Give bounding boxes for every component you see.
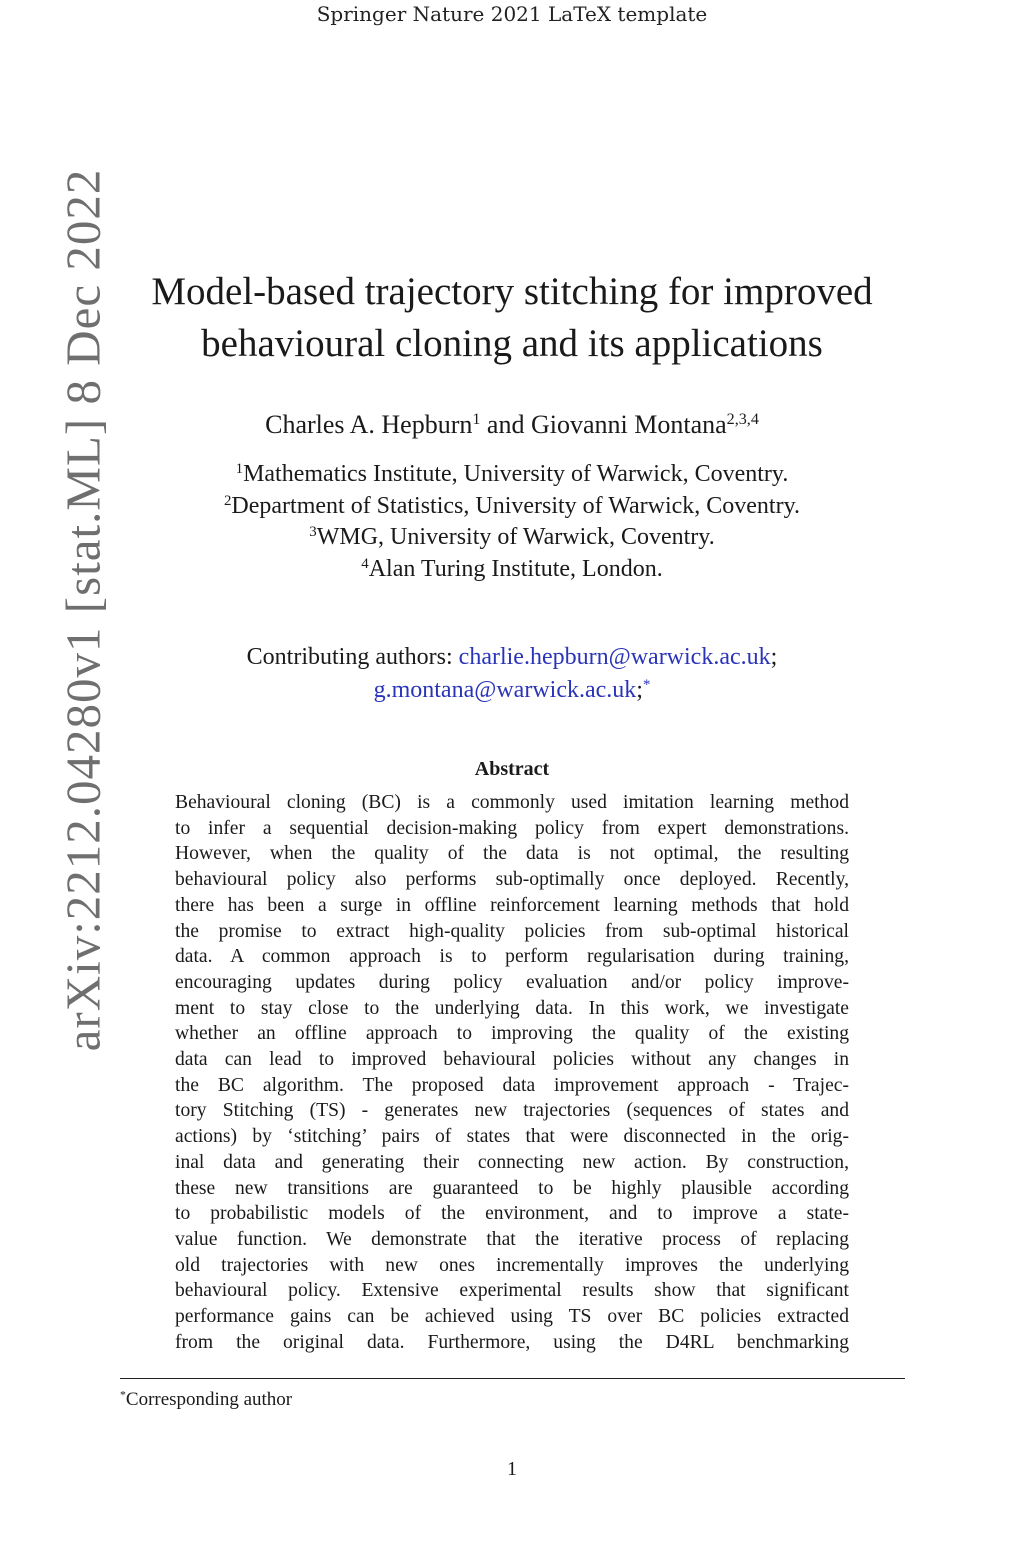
title-line: behavioural cloning and its applications	[201, 322, 823, 365]
author-list	[120, 408, 904, 442]
contrib-line	[120, 641, 904, 674]
affiliation	[120, 522, 904, 554]
affil-mark: 3	[309, 523, 317, 540]
affil-text: WMG, University of Warwick, Coventry.	[316, 524, 715, 550]
email-separator: ;	[770, 644, 778, 670]
affiliation	[120, 554, 904, 586]
affil-mark: 1	[235, 460, 244, 477]
affiliation-list	[120, 459, 904, 585]
author-name: Giovanni Montana	[530, 410, 727, 439]
abstract-line: to probabilistic models of the environment, and to improve a state-	[175, 1203, 849, 1225]
contributing-authors	[120, 641, 904, 707]
abstract-line: Behavioural cloning (BC) is a commonly used imitation learning method	[175, 792, 849, 813]
abstract-line: data. A common approach is to perform regularisation during training,	[175, 946, 849, 968]
affil-mark: 2	[223, 492, 232, 509]
footnote	[120, 1389, 292, 1411]
affil-mark: 4	[361, 555, 369, 572]
abstract-line: tory Stitching (TS) - generates new trajectories (sequences of states and	[175, 1100, 849, 1122]
abstract-line: data can lead to improved behavioural policies without any changes in	[175, 1049, 849, 1071]
header-prefix: Springer Nature 2021	[316, 2, 542, 26]
abstract-line: the BC algorithm. The proposed data improvement approach - Trajec-	[175, 1074, 849, 1096]
abstract-line: ment to stay close to the underlying data. In this work, we investigate	[175, 997, 849, 1019]
footnote-mark: *	[120, 1388, 126, 1402]
abstract-line: there has been a surge in offline reinforcement learning methods that hold	[175, 894, 849, 916]
abstract-line: to infer a sequential decision-making policy from expert demonstrations.	[175, 817, 849, 839]
affiliation	[120, 459, 904, 491]
header-suffix: template	[617, 2, 708, 26]
abstract-line: behavioural policy. Extensive experimental results show that significant	[175, 1280, 849, 1302]
email-separator: ;	[636, 677, 643, 703]
abstract-line: old trajectories with new ones incrementally improves the underlying	[175, 1254, 849, 1276]
footnote-rule	[120, 1378, 905, 1379]
abstract-line: behavioural policy also performs sub-optimally once deployed. Recently,	[175, 869, 849, 891]
affil-text: Mathematics Institute, University of Warwick, Coventry.	[243, 461, 789, 487]
author-name: Charles A. Hepburn	[265, 410, 473, 439]
abstract-line: whether an offline approach to improving the quality of the existing	[175, 1023, 849, 1045]
abstract-heading: Abstract	[474, 758, 550, 780]
author-affil-mark: 1	[472, 411, 481, 429]
contrib-label: Contributing authors:	[246, 644, 453, 670]
author-joiner: and	[486, 410, 525, 439]
abstract-line: performance gains can be achieved using TS over BC policies extracted	[175, 1306, 849, 1328]
affil-text: Alan Turing Institute, London.	[368, 555, 663, 582]
abstract-line: encouraging updates during policy evaluation and/or policy improve-	[175, 971, 849, 993]
email-link-montana[interactable]: g.montana@warwick.ac.uk	[373, 677, 637, 703]
affiliation	[120, 491, 904, 523]
footnote-text: Corresponding author	[125, 1389, 293, 1410]
abstract-line: However, when the quality of the data is not optimal, the resulting	[175, 843, 849, 865]
email-link-hepburn[interactable]: charlie.hepburn@warwick.ac.uk	[458, 644, 771, 670]
paper-title	[120, 266, 904, 370]
abstract-line: the promise to extract high-quality policies from sub-optimal historical	[175, 920, 849, 942]
abstract-line: value function. We demonstrate that the iterative process of replacing	[175, 1228, 849, 1250]
abstract-line: these new transitions are guaranteed to be highly plausible according	[175, 1177, 849, 1199]
author-affil-mark: 2,3,4	[726, 411, 759, 429]
abstract-body	[175, 790, 849, 1355]
title-line: Model-based trajectory stitching for improved	[151, 270, 873, 313]
affil-text: Department of Statistics, University of Warwick, Coventry.	[231, 492, 801, 519]
contrib-line	[120, 674, 904, 707]
abstract-line: from the original data. Furthermore, using the D4RL benchmarking	[175, 1331, 849, 1353]
abstract-line: actions) by ‘stitching’ pairs of states that were disconnected in the orig-	[175, 1126, 849, 1148]
arxiv-sidebar-stamp: arXiv:2212.04280v1 [stat.ML] 8 Dec 2022	[55, 168, 111, 1052]
header-latex: LaTeX	[547, 2, 612, 26]
running-header	[0, 2, 1024, 26]
footnote-star-link[interactable]: *	[642, 676, 651, 693]
abstract-line: inal data and generating their connecting new action. By construction,	[175, 1151, 849, 1173]
page-number: 1	[507, 1458, 517, 1480]
